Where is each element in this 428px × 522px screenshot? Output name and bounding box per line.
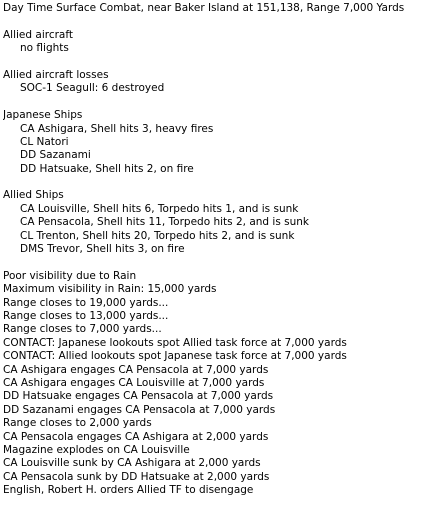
log-line: Range closes to 7,000 yards... [3,323,162,336]
log-line: CA Ashigara engages CA Pensacola at 7,000 yards [3,363,269,376]
ship-entry: CL Natori [20,135,69,148]
log-line: DD Sazanami engages CA Pensacola at 7,000 yards [3,403,276,416]
section-heading: Japanese Ships [3,109,83,122]
section-heading: Allied aircraft losses [3,68,109,81]
log-line: Maximum visibility in Rain: 15,000 yards [3,283,217,296]
log-line: DD Hatsuake engages CA Pensacola at 7,000 yards [3,390,274,403]
log-line: CA Pensacola sunk by DD Hatsuake at 2,000 yards [3,470,270,483]
spacer [3,15,425,28]
log-line: Range closes to 2,000 yards [3,417,152,430]
combat-report [3,2,425,497]
log-line: English, Robert H. orders Allied TF to disengage [3,484,254,497]
combat-log [3,270,425,498]
ship-entry: DD Hatsuake, Shell hits 2, on fire [20,162,194,175]
report-title: Day Time Surface Combat, near Baker Island at 151,138, Range 7,000 Yards [3,2,405,14]
allied-aircraft-section [3,29,425,56]
section-heading: Allied aircraft [3,28,73,41]
log-line: Poor visibility due to Rain [3,269,137,282]
ship-entry: CA Ashigara, Shell hits 3, heavy fires [20,122,214,135]
spacer [3,256,425,269]
ship-entry: DMS Trevor, Shell hits 3, on fire [20,243,185,256]
section-item: no flights [20,42,69,55]
log-line: CA Louisville sunk by CA Ashigara at 2,000 yards [3,457,261,470]
allied-ships-section [3,189,425,256]
section-item: SOC-1 Seagull: 6 destroyed [20,82,165,95]
allied-aircraft-losses-section [3,69,425,96]
log-line: Range closes to 13,000 yards... [3,309,169,322]
ship-entry: CA Louisville, Shell hits 6, Torpedo hits 1, and is sunk [20,202,299,215]
section-heading: Allied Ships [3,189,64,202]
log-line: CA Ashigara engages CA Louisville at 7,000 yards [3,376,265,389]
japanese-ships-section [3,109,425,176]
log-line: Range closes to 19,000 yards... [3,296,169,309]
spacer [3,56,425,69]
ship-entry: CA Pensacola, Shell hits 11, Torpedo hits 2, and is sunk [20,216,309,229]
ship-entry: CL Trenton, Shell hits 20, Torpedo hits 2, and is sunk [20,229,295,242]
spacer [3,176,425,189]
log-line: CA Pensacola engages CA Ashigara at 2,000 yards [3,430,269,443]
log-line: Magazine explodes on CA Louisville [3,443,190,456]
log-line: CONTACT: Japanese lookouts spot Allied task force at 7,000 yards [3,336,347,349]
spacer [3,96,425,109]
ship-entry: DD Sazanami [20,149,91,162]
log-line: CONTACT: Allied lookouts spot Japanese task force at 7,000 yards [3,350,347,363]
